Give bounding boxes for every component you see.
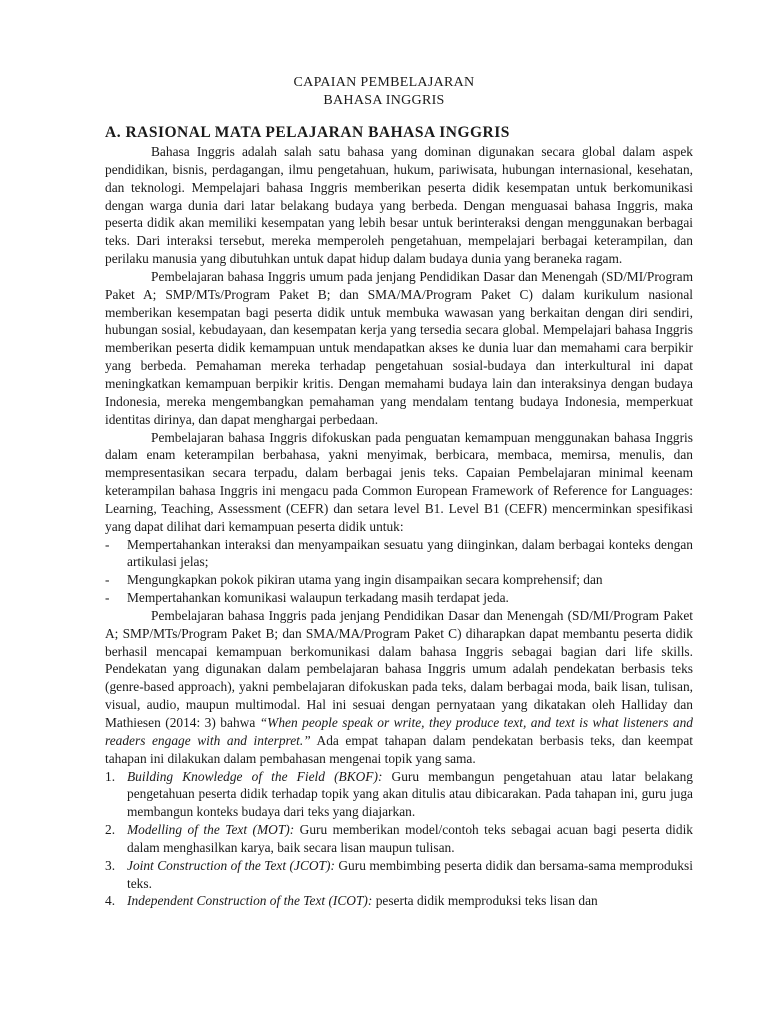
paragraph-4-text: Pembelajaran bahasa Inggris pada jenjang Pendidikan Dasar dan Menengah (SD/MI/Program Paket A; SMP/MTs/Program Paket B; dan SMA/MA/Program Paket C) diharapkan dapat membantu peserta didik berhasil mencapai kemampuan berkomunikasi dalam bahasa Inggris sebagai bagian dari life skills. Pendekatan yang digunakan dalam pembelajaran bahasa Inggris umum adalah pendekatan berbasis teks (genre-based approach), yakni pembelajaran difokuskan pada teks, dalam berbagai moda, baik lisan, tulisan, visual, audio, maupun multimodal. Hal ini sesuai dengan pernyataan yang dikatakan oleh Halliday dan Mathiesen (2014: 3) bahwa — [105, 607, 693, 730]
bullet-text: Mempertahankan interaksi dan menyampaikan sesuatu yang diinginkan, dalam berbagai konteks dengan artikulasi jelas; — [127, 536, 693, 570]
stage-item — [105, 857, 693, 893]
stage-name: Modelling of the Text (MOT): — [127, 822, 295, 838]
stage-description: peserta didik memproduksi teks lisan dan — [372, 893, 598, 909]
stage-number: 3. — [105, 857, 116, 873]
stage-item — [105, 768, 693, 822]
stage-number: 1. — [105, 768, 116, 784]
list-item — [105, 571, 693, 589]
list-item — [105, 589, 693, 607]
stage-item — [105, 892, 693, 910]
bullet-marker: - — [105, 536, 110, 552]
stage-name: Joint Construction of the Text (JCOT): — [127, 857, 335, 873]
document-body — [105, 143, 693, 910]
stage-number: 2. — [105, 822, 116, 838]
stage-name: Independent Construction of the Text (ICOT): — [127, 893, 373, 909]
section-heading: A. RASIONAL MATA PELAJARAN BAHASA INGGRIS — [105, 124, 510, 141]
stage-description: Guru membimbing peserta didik dan bersama-sama memproduksi teks. — [127, 857, 693, 891]
stage-name: Building Knowledge of the Field (BKOF): — [127, 768, 383, 784]
paragraph-2: Pembelajaran bahasa Inggris umum pada jenjang Pendidikan Dasar dan Menengah (SD/MI/Program Paket A; SMP/MTs/Program Paket B; dan SMA/MA/Program Paket C) dalam kurikulum nasional memberikan kesempatan bagi peserta didik untuk membuka wawasan yang berkaitan dengan diri sendiri, hubungan sosial, kebudayaan, dan kesempatan kerja yang tersedia secara global. Mempelajari bahasa Inggris memberikan peserta didik kemampuan untuk mendapatkan akses ke dunia luar dan memahami cara berpikir yang berbeda. Pemahaman mereka terhadap pengetahuan sosial-budaya dan interkultural ini dapat meningkatkan kemampuan berpikir kritis. Dengan memahami budaya lain dan interaksinya dengan budaya Indonesia, mereka mengembangkan pemahaman yang mendalam tentang budaya Indonesia, memperkuat identitas dirinya, dan dapat menghargai perbedaan. — [105, 268, 693, 427]
stage-item — [105, 821, 693, 857]
bullet-marker: - — [105, 590, 110, 606]
bullet-text: Mengungkapkan pokok pikiran utama yang ingin disampaikan secara komprehensif; dan — [127, 572, 603, 588]
halliday-quote: “When people speak or write, they produce text, and text is what listeners and readers engage with and interpret.” — [105, 715, 693, 748]
list-item — [105, 536, 693, 572]
bullet-text: Mempertahankan komunikasi walaupun terkadang masih terdapat jeda. — [127, 590, 509, 606]
stage-number: 4. — [105, 893, 116, 909]
document-subtitle: BAHASA INGGRIS — [323, 93, 445, 108]
document-title: CAPAIAN PEMBELAJARAN — [293, 75, 475, 90]
paragraph-4 — [105, 607, 693, 768]
stage-description: Guru memberikan model/contoh teks sebagai acuan bagi peserta didik dalam menghasilkan karya, baik secara lisan maupun tulisan. — [127, 822, 694, 855]
paragraph-4-tail: Ada empat tahapan dalam pendekatan berbasis teks, dan keempat tahapan ini dilakukan dalam pembahasan mengenai topik yang sama. — [105, 732, 693, 766]
paragraph-1: Bahasa Inggris adalah salah satu bahasa yang dominan digunakan secara global dalam aspek pendidikan, bisnis, perdagangan, ilmu pengetahuan, hukum, pariwisata, hubungan internasional, kesehatan, dan teknologi. Mempelajari bahasa Inggris memberikan peserta didik kesempatan untuk berkomunikasi dengan warga dunia dari latar belakang budaya yang berbeda. Dengan menguasai bahasa Inggris, maka peserta didik akan memiliki kesempatan yang lebih besar untuk berinteraksi dengan menggunakan berbagai teks. Dari interaksi tersebut, mereka memperoleh pengetahuan, mempelajari berbagai keterampilan, dan perilaku manusia yang dibutuhkan untuk dapat hidup dalam budaya dunia yang beraneka ragam. — [105, 144, 693, 267]
bullet-marker: - — [105, 572, 110, 588]
stage-description: Guru membangun pengetahuan atau latar belakang pengetahuan peserta didik terhadap topik yang akan ditulis atau dibicarakan. Pada tahapan ini, guru juga membangun konteks budaya dari teks yang diajarkan. — [127, 768, 693, 820]
paragraph-3: Pembelajaran bahasa Inggris difokuskan pada penguatan kemampuan menggunakan bahasa Inggris dalam enam keterampilan berbahasa, yakni menyimak, berbicara, membaca, memirsa, menulis, dan mempresentasikan secara terpadu, dalam berbagai jenis teks. Capaian Pembelajaran minimal keenam keterampilan bahasa Inggris ini mengacu pada Common European Framework of Reference for Languages: Learning, Teaching, Assessment (CEFR) dan setara level B1. Level B1 (CEFR) mencerminkan spesifikasi yang dapat dilihat dari kemampuan peserta didik untuk: — [105, 429, 693, 534]
